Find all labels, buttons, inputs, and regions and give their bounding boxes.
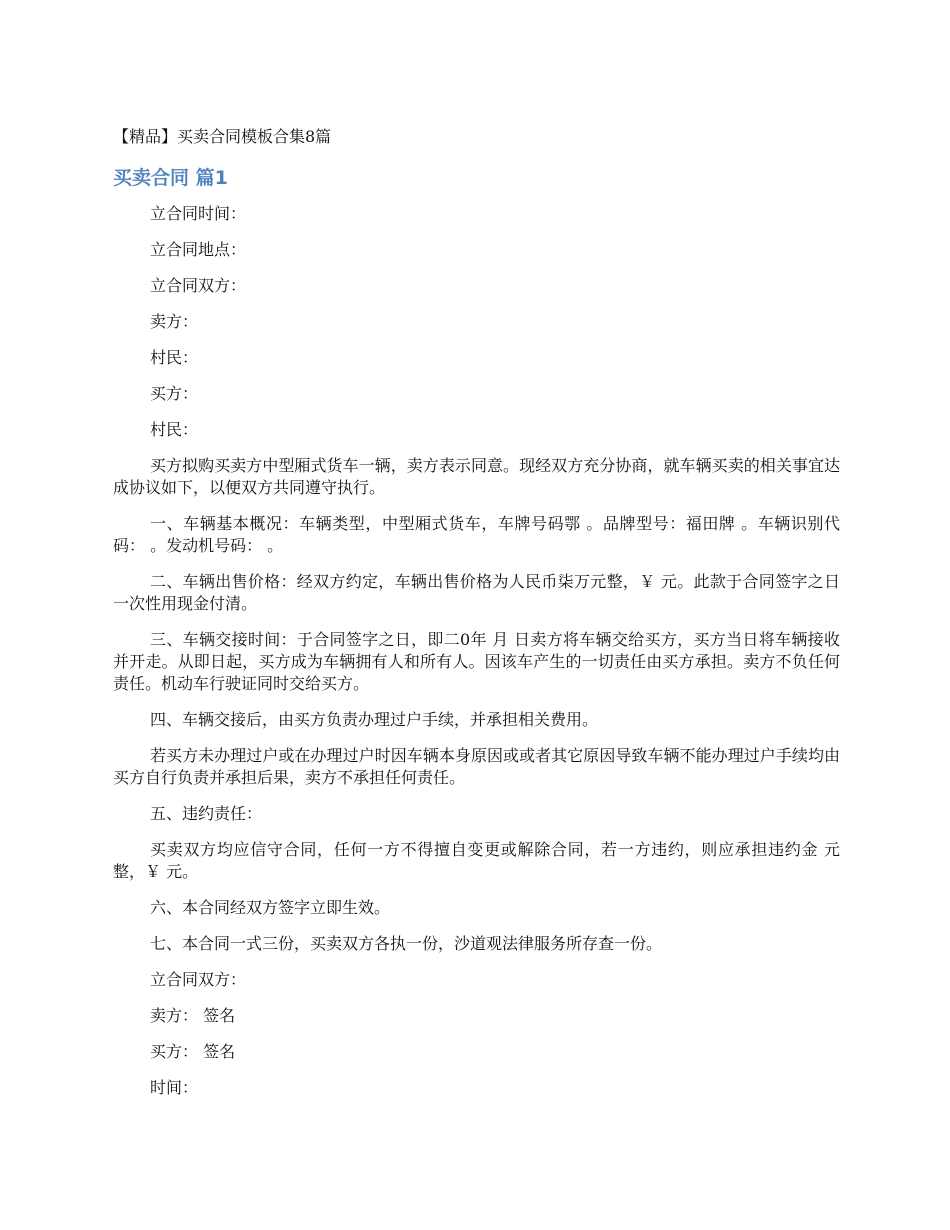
buyer-villager-line: 村民： [150, 420, 199, 439]
clause-transfer-liability: 若买方未办理过户或在办理过户时因车辆本身原因或或者其它原因导致车辆不能办理过户手续均由买方自行负责并承担后果，卖方不承担任何责任。 [113, 746, 840, 787]
buyer-line: 买方： [150, 384, 199, 403]
clause-breach-text: 买卖双方均应信守合同，任何一方不得擅自变更或解除合同，若一方违约，则应承担违约金 元整，￥ 元。 [113, 840, 840, 881]
seller-line: 卖方： [150, 312, 199, 331]
clause-vehicle-overview: 一、车辆基本概况：车辆类型，中型厢式货车，车牌号码鄂 。品牌型号：福田牌 。车辆识别代码： 。发动机号码： 。 [113, 514, 840, 555]
seller-signature-line: 卖方： 签名 [150, 1006, 236, 1025]
clause-transfer: 四、车辆交接后，由买方负责办理过户手续，并承担相关费用。 [150, 710, 599, 729]
buyer-signature-line: 买方： 签名 [150, 1042, 236, 1061]
intro-paragraph: 买方拟购买卖方中型厢式货车一辆，卖方表示同意。现经双方充分协商，就车辆买卖的相关事宜达成协议如下，以便双方共同遵守执行。 [113, 456, 840, 497]
contract-parties-line: 立合同双方： [150, 276, 247, 295]
signature-parties-line: 立合同双方： [150, 970, 247, 989]
contract-place-line: 立合同地点： [150, 240, 247, 259]
clause-effective: 六、本合同经双方签字立即生效。 [150, 898, 391, 917]
clause-breach-heading: 五、违约责任： [150, 804, 263, 823]
document-body [113, 203, 840, 1113]
clause-copies: 七、本合同一式三份，买卖双方各执一份，沙道观法律服务所存查一份。 [150, 934, 663, 953]
contract-time-line: 立合同时间： [150, 204, 247, 223]
clause-sale-price: 二、车辆出售价格：经双方约定，车辆出售价格为人民币柒万元整，￥ 元。此款于合同签字之日一次性用现金付清。 [113, 572, 840, 613]
document-title: 【精品】买卖合同模板合集8篇 [113, 127, 332, 146]
seller-villager-line: 村民： [150, 348, 199, 367]
signature-time-line: 时间： [150, 1078, 199, 1097]
section-heading: 买卖合同 篇1 [113, 167, 228, 189]
clause-handover-time: 三、车辆交接时间：于合同签字之日，即二0年 月 日卖方将车辆交给买方，买方当日将车辆接收并开走。从即日起，买方成为车辆拥有人和所有人。因该车产生的一切责任由买方承担。卖方不负任何责任。机动车行驶证同时交给买方。 [113, 630, 840, 693]
